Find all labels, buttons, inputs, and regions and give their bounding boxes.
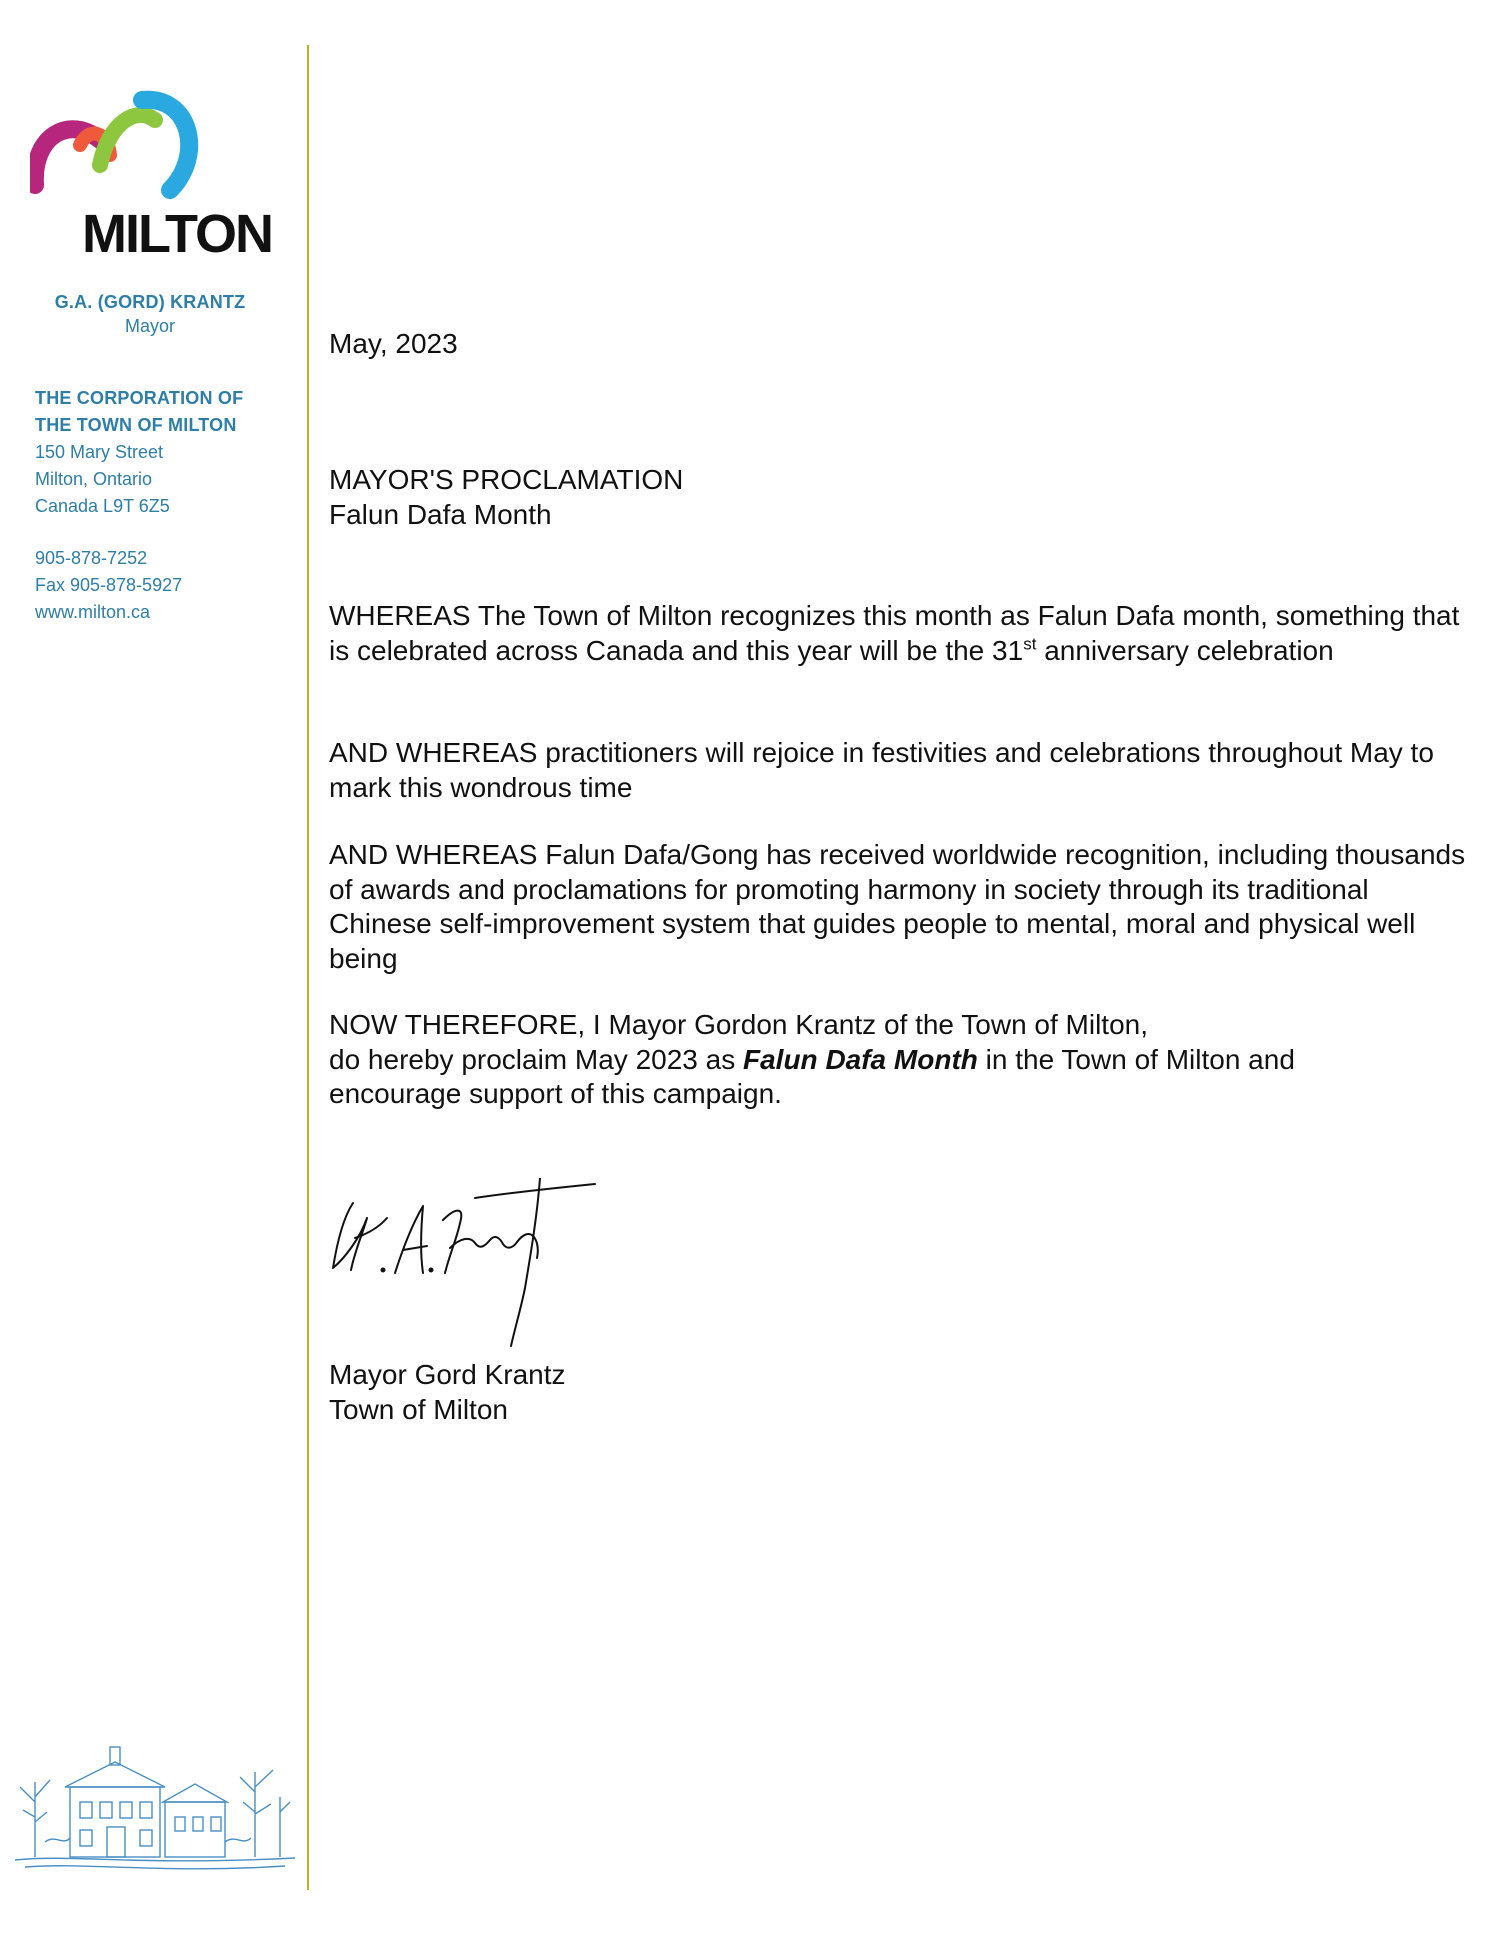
letterhead-sidebar (0, 0, 300, 1941)
whereas-paragraph-2: AND WHEREAS practitioners will rejoice in festivities and celebrations throughout May to mark this wondrous time (329, 737, 1434, 803)
heading-line-2: Falun Dafa Month (329, 498, 552, 530)
signer-name: Mayor Gord Krantz (329, 1359, 566, 1390)
proclaimed-month-emphasis: Falun Dafa Month (743, 1043, 978, 1075)
ordinal-suffix: st (1023, 634, 1037, 654)
handwritten-signature (325, 1178, 625, 1358)
now-line-2-end: in the Town of Milton and (977, 1043, 1295, 1075)
proclamation-heading (329, 463, 1469, 532)
mayor-info (0, 290, 300, 339)
vertical-divider (307, 45, 309, 1890)
heading-line-1: MAYOR'S PROCLAMATION (329, 464, 684, 495)
corporation-line-1: THE CORPORATION OF (35, 388, 244, 408)
website: www.milton.ca (35, 602, 151, 622)
address-city: Milton, Ontario (35, 469, 153, 489)
now-line-3: encourage support of this campaign. (329, 1078, 782, 1109)
now-therefore-paragraph (329, 1008, 1469, 1112)
letter-date: May, 2023 (329, 328, 458, 359)
town-hall-sketch-image (15, 1742, 295, 1877)
now-line-1: NOW THEREFORE, I Mayor Gordon Krantz of the Town of Milton, (329, 1009, 1149, 1040)
now-line-2-start: do hereby proclaim May 2023 as (329, 1043, 743, 1075)
milton-logo (30, 85, 290, 275)
address-street: 150 Mary Street (35, 442, 164, 462)
whereas-1-text-end: anniversary celebration (1036, 634, 1334, 666)
milton-logo-mark (30, 85, 210, 215)
whereas-paragraph-1 (329, 599, 1469, 668)
phone-number: 905-878-7252 (35, 548, 148, 568)
corporation-line-2: THE TOWN OF MILTON (35, 415, 237, 435)
address-postal: Canada L9T 6Z5 (35, 496, 170, 516)
contact-spacer (35, 520, 243, 545)
fax-number: Fax 905-878-5927 (35, 575, 183, 595)
mayor-name: G.A. (GORD) KRANTZ (54, 292, 246, 312)
whereas-1-text: WHEREAS The Town of Milton recognizes this month as Falun Dafa month, something that is celebrated across Canada and this year will be the 31 (329, 600, 1460, 666)
milton-wordmark: MILTON (82, 204, 272, 264)
contact-info (35, 385, 243, 626)
signer-block (329, 1358, 1469, 1427)
whereas-paragraph-3: AND WHEREAS Falun Dafa/Gong has received worldwide recognition, including thousands of awards and proclamations for promoting harmony in society through its traditional Chinese self-improvement system that guides people to mental, moral and physical well being (329, 839, 1466, 974)
mayor-title: Mayor (124, 316, 175, 337)
signer-organization: Town of Milton (329, 1393, 508, 1425)
